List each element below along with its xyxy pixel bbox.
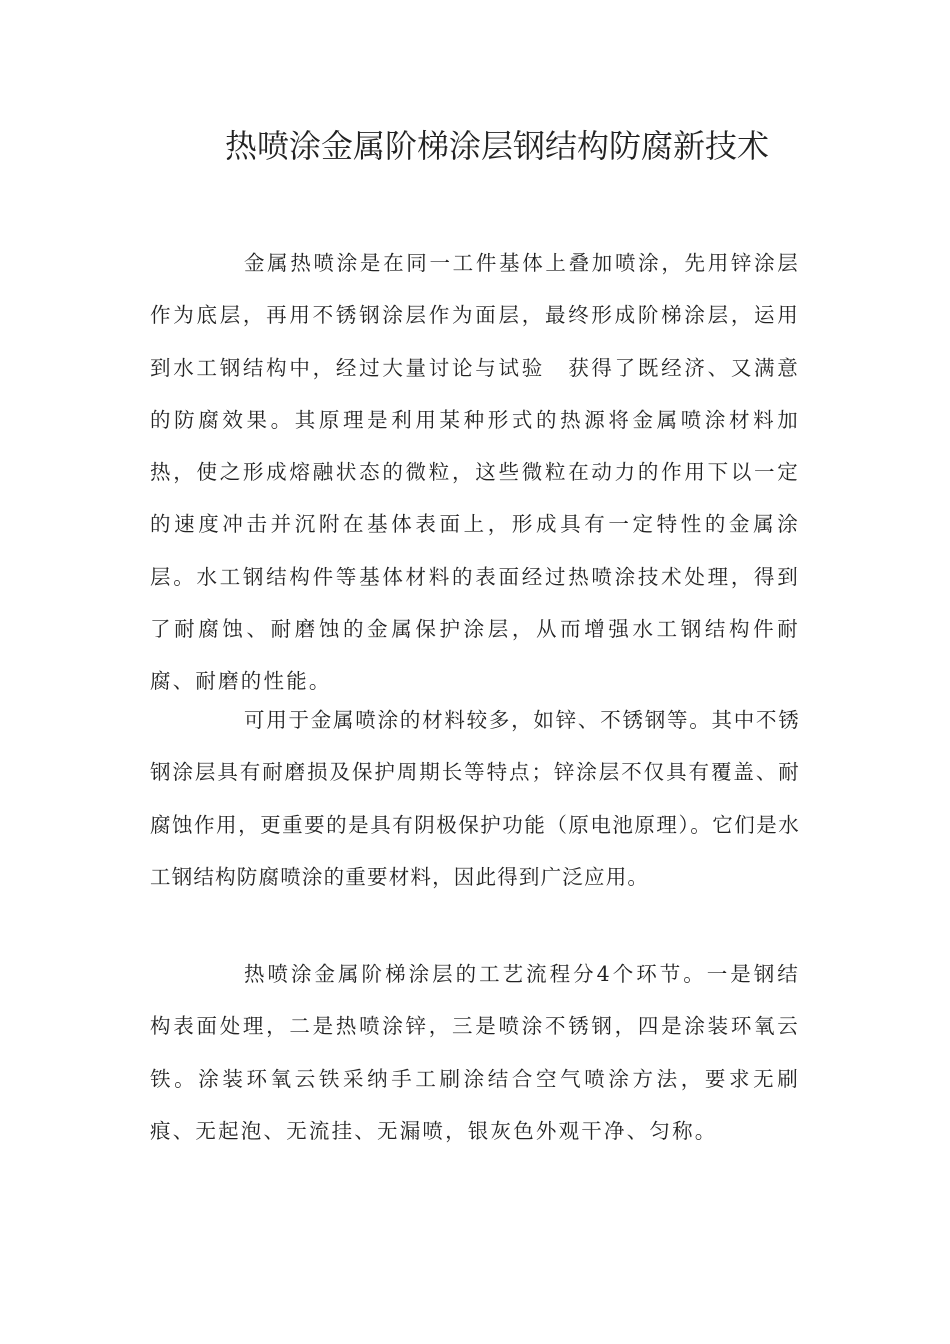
paragraph-2: 可用于金属喷涂的材料较多，如锌、不锈钢等。其中不锈钢涂层具有耐磨损及保护周期长等特点；锌涂层不仅具有覆盖、耐腐蚀作用，更重要的是具有阴极保护功能（原电池原理）。它们是水工钢结构防腐喷涂的重要材料，因此得到广泛应用。 — [150, 708, 800, 889]
document-title: 热喷涂金属阶梯涂层钢结构防腐新技术 — [225, 127, 770, 165]
paragraph-3: 热喷涂金属阶梯涂层的工艺流程分4个环节。一是钢结构表面处理，二是热喷涂锌，三是喷涂不锈钢，四是涂装环氧云铁。涂装环氧云铁采纳手工刷涂结合空气喷涂方法，要求无刷痕、无起泡、无流挂、无漏喷，银灰色外观干净、匀称。 — [150, 962, 800, 1143]
paragraph-1: 金属热喷涂是在同一工件基体上叠加喷涂，先用锌涂层作为底层，再用不锈钢涂层作为面层，最终形成阶梯涂层，运用到水工钢结构中，经过大量讨论与试验 获得了既经济、又满意的防腐效果。其原理是利用某种形式的热源将金属喷涂材料加热，使之形成熔融状态的微粒，这些微粒在动力的作用下以一定的速度冲击并沉附在基体表面上，形成具有一定特性的金属涂层。水工钢结构件等基体材料的表面经过热喷涂技术处理，得到了耐腐蚀、耐磨蚀的金属保护涂层，从而增强水工钢结构件耐腐、耐磨的性能。 — [150, 251, 800, 694]
